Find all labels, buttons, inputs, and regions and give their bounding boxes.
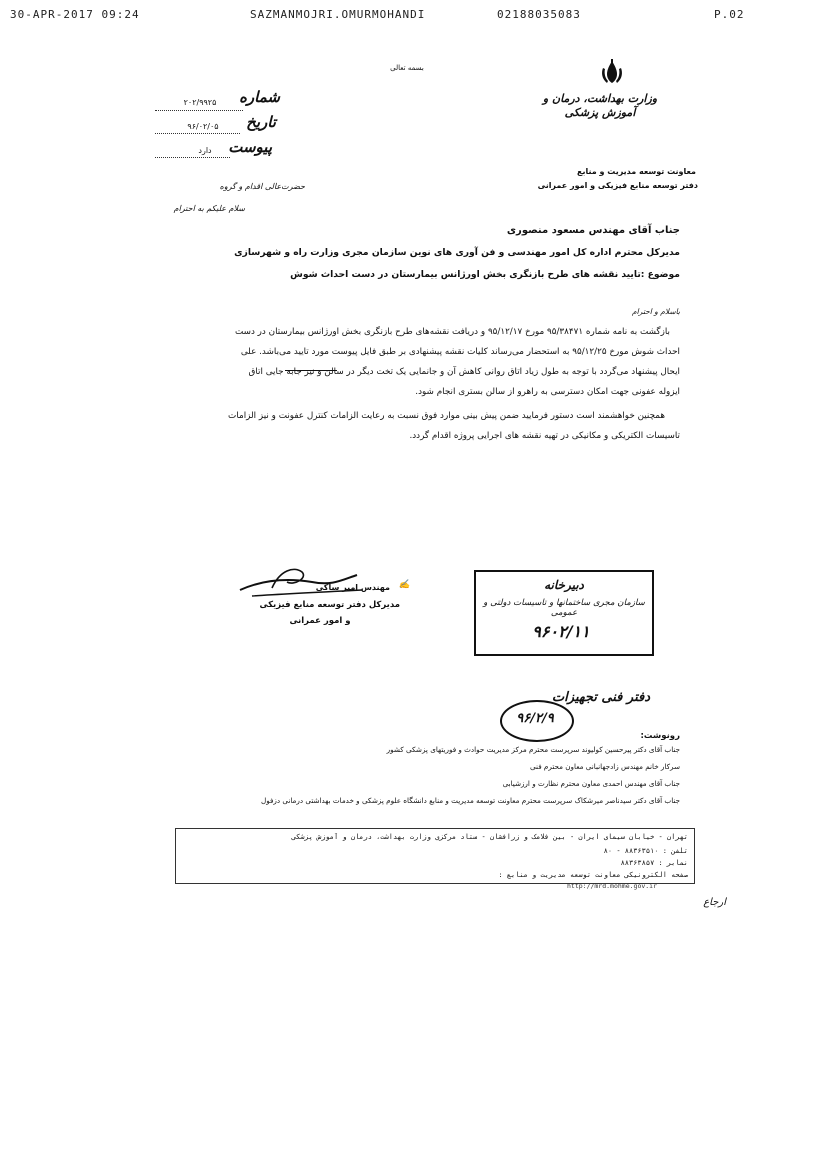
- body-line: احداث شوش مورخ ۹۵/۱۲/۲۵ به استحضار می‌رساند کلیات نقشه پیشنهادی بر طبق فایل پیوست مورد تایید می‌باشد. علی: [240, 347, 680, 357]
- signer-role: مدیرکل دفتر توسعه منابع فیزیکی: [259, 600, 400, 610]
- footer-fax: نمابر : ۸۸۳۶۳۸۵۷: [620, 859, 688, 867]
- stamp-number: ۹۶۰۲/۱۱: [532, 622, 590, 641]
- fax-datetime: 30-APR-2017 09:24: [10, 8, 140, 21]
- body-line: همچنین خواهشمند است دستور فرمایید ضمن پیش بینی موارد فوق نسبت به رعایت الزامات کنترل عفونت و نیز الزامات: [228, 411, 665, 421]
- fax-sender: SAZMANMOJRI.OMURMOHANDI: [250, 8, 426, 21]
- date-label: تاریخ: [246, 113, 276, 131]
- body-line: تاسیسات الکتریکی و مکانیکی در تهیه نقشه های اجرایی پروژه اقدام گردد.: [409, 431, 680, 441]
- footer-website: صفحه الکترونیکی معاونت توسعه مدیریت و منابع :: [498, 871, 688, 879]
- footer-address-box: [175, 828, 695, 884]
- footer-url: http://mrd.mohme.gov.ir: [567, 882, 658, 890]
- cc-line: سرکار خانم مهندس زادجهانبانی معاون محترم فنی: [530, 762, 680, 771]
- attachment-value: دارد: [198, 146, 212, 155]
- date-value: ۹۶/۰۲/۰۵: [187, 122, 219, 131]
- signature-flourish: ✍: [398, 580, 410, 590]
- cc-line: جناب آقای مهندس احمدی معاون محترم نظارت و ارزشیابی: [502, 779, 680, 788]
- secretariat-stamp: [474, 570, 654, 656]
- office-name: دفتر توسعه منابع فیزیکی و امور عمرانی: [537, 181, 698, 190]
- body-line: بازگشت به نامه شماره ۹۵/۳۸۴۷۱ مورخ ۹۵/۱۲/۱۷ و دریافت نقشه‌های طرح بازنگری بخش اورژانس بیمارستان در دست: [234, 327, 670, 337]
- signer-role: و امور عمرانی: [289, 616, 351, 626]
- signer-name: مهندس امیر ساکی: [315, 583, 390, 592]
- body-line: ایحال پیشنهاد می‌گردد با توجه به طول زیاد اتاق روانی کاهش آن و جانمایی یک تخت دیگر در سالن و نیز جابه جایی اتاق: [248, 367, 680, 377]
- greeting: باسلام و احترام: [631, 307, 680, 316]
- stamp-title: دبیرخانه: [544, 578, 584, 592]
- number-value: ۲۰۲/۹۹۲۵: [183, 98, 217, 107]
- handwritten-date: ۹۶/۲/۹: [516, 711, 554, 726]
- recipient-title: مدیرکل محترم اداره کل امور مهندسی و فن آوری های نوین سازمان مجری وزارت راه و شهرسازی: [234, 247, 680, 258]
- handwritten-note-2: سلام علیکم به احترام: [173, 204, 245, 213]
- body-line: ایزوله عفونی جهت امکان دسترسی به راهرو از سالن بستری انجام شود.: [415, 387, 680, 397]
- fax-page: P.02: [714, 8, 745, 21]
- handwritten-note-1: حضرت‌عالی‌ اقدام‌ و گروه: [219, 182, 305, 191]
- cc-label: رونوشت:: [640, 731, 680, 741]
- ministry-name: وزارت بهداشت، درمان و آموزش پزشکی: [542, 92, 658, 120]
- cc-line: جناب آقای دکتر پیرحسین کولیوند سرپرست محترم مرکز مدیریت حوادث و فوریتهای پزشکی کشور: [386, 745, 680, 754]
- footer-address: تهران - خیابان سیمای ایران - بین فلامک و زرافشان - ستاد مرکزی وزارت بهداشت، درمان و آموزش پزشکی: [291, 833, 688, 841]
- basmala: بسمه تعالی: [390, 64, 424, 72]
- stamp-org: سازمان مجری ساختمانها و تاسیسات دولتی و عمومی: [483, 598, 645, 618]
- deputy-name: معاونت توسعه مدیریت و منابع: [576, 167, 696, 176]
- fax-phone: 02188035083: [497, 8, 581, 21]
- iran-emblem-icon: [598, 58, 626, 90]
- margin-note: ارجاع: [703, 897, 726, 908]
- footer-phone: تلفن : ۸۸۳۶۳۵۱۰ - ۸۰: [603, 847, 688, 855]
- cc-line: جناب آقای دکتر سیدناصر میرشکاک سرپرست محترم معاونت توسعه مدیریت و منابع دانشگاه علوم پزشکی و خدمات بهداشتی درمانی دزفول: [261, 796, 680, 805]
- recipient-name: جناب آقای مهندس مسعود منصوری: [506, 225, 680, 236]
- handwritten-receipt: دفتر فنی تجهیزات: [551, 690, 650, 705]
- number-label: شماره: [239, 88, 280, 106]
- attachment-label: پیوست: [228, 138, 272, 156]
- letter-subject: موضوع :تایید نقشه های طرح بازنگری بخش اورژانس بیمارستان در دست احداث شوش: [290, 269, 680, 280]
